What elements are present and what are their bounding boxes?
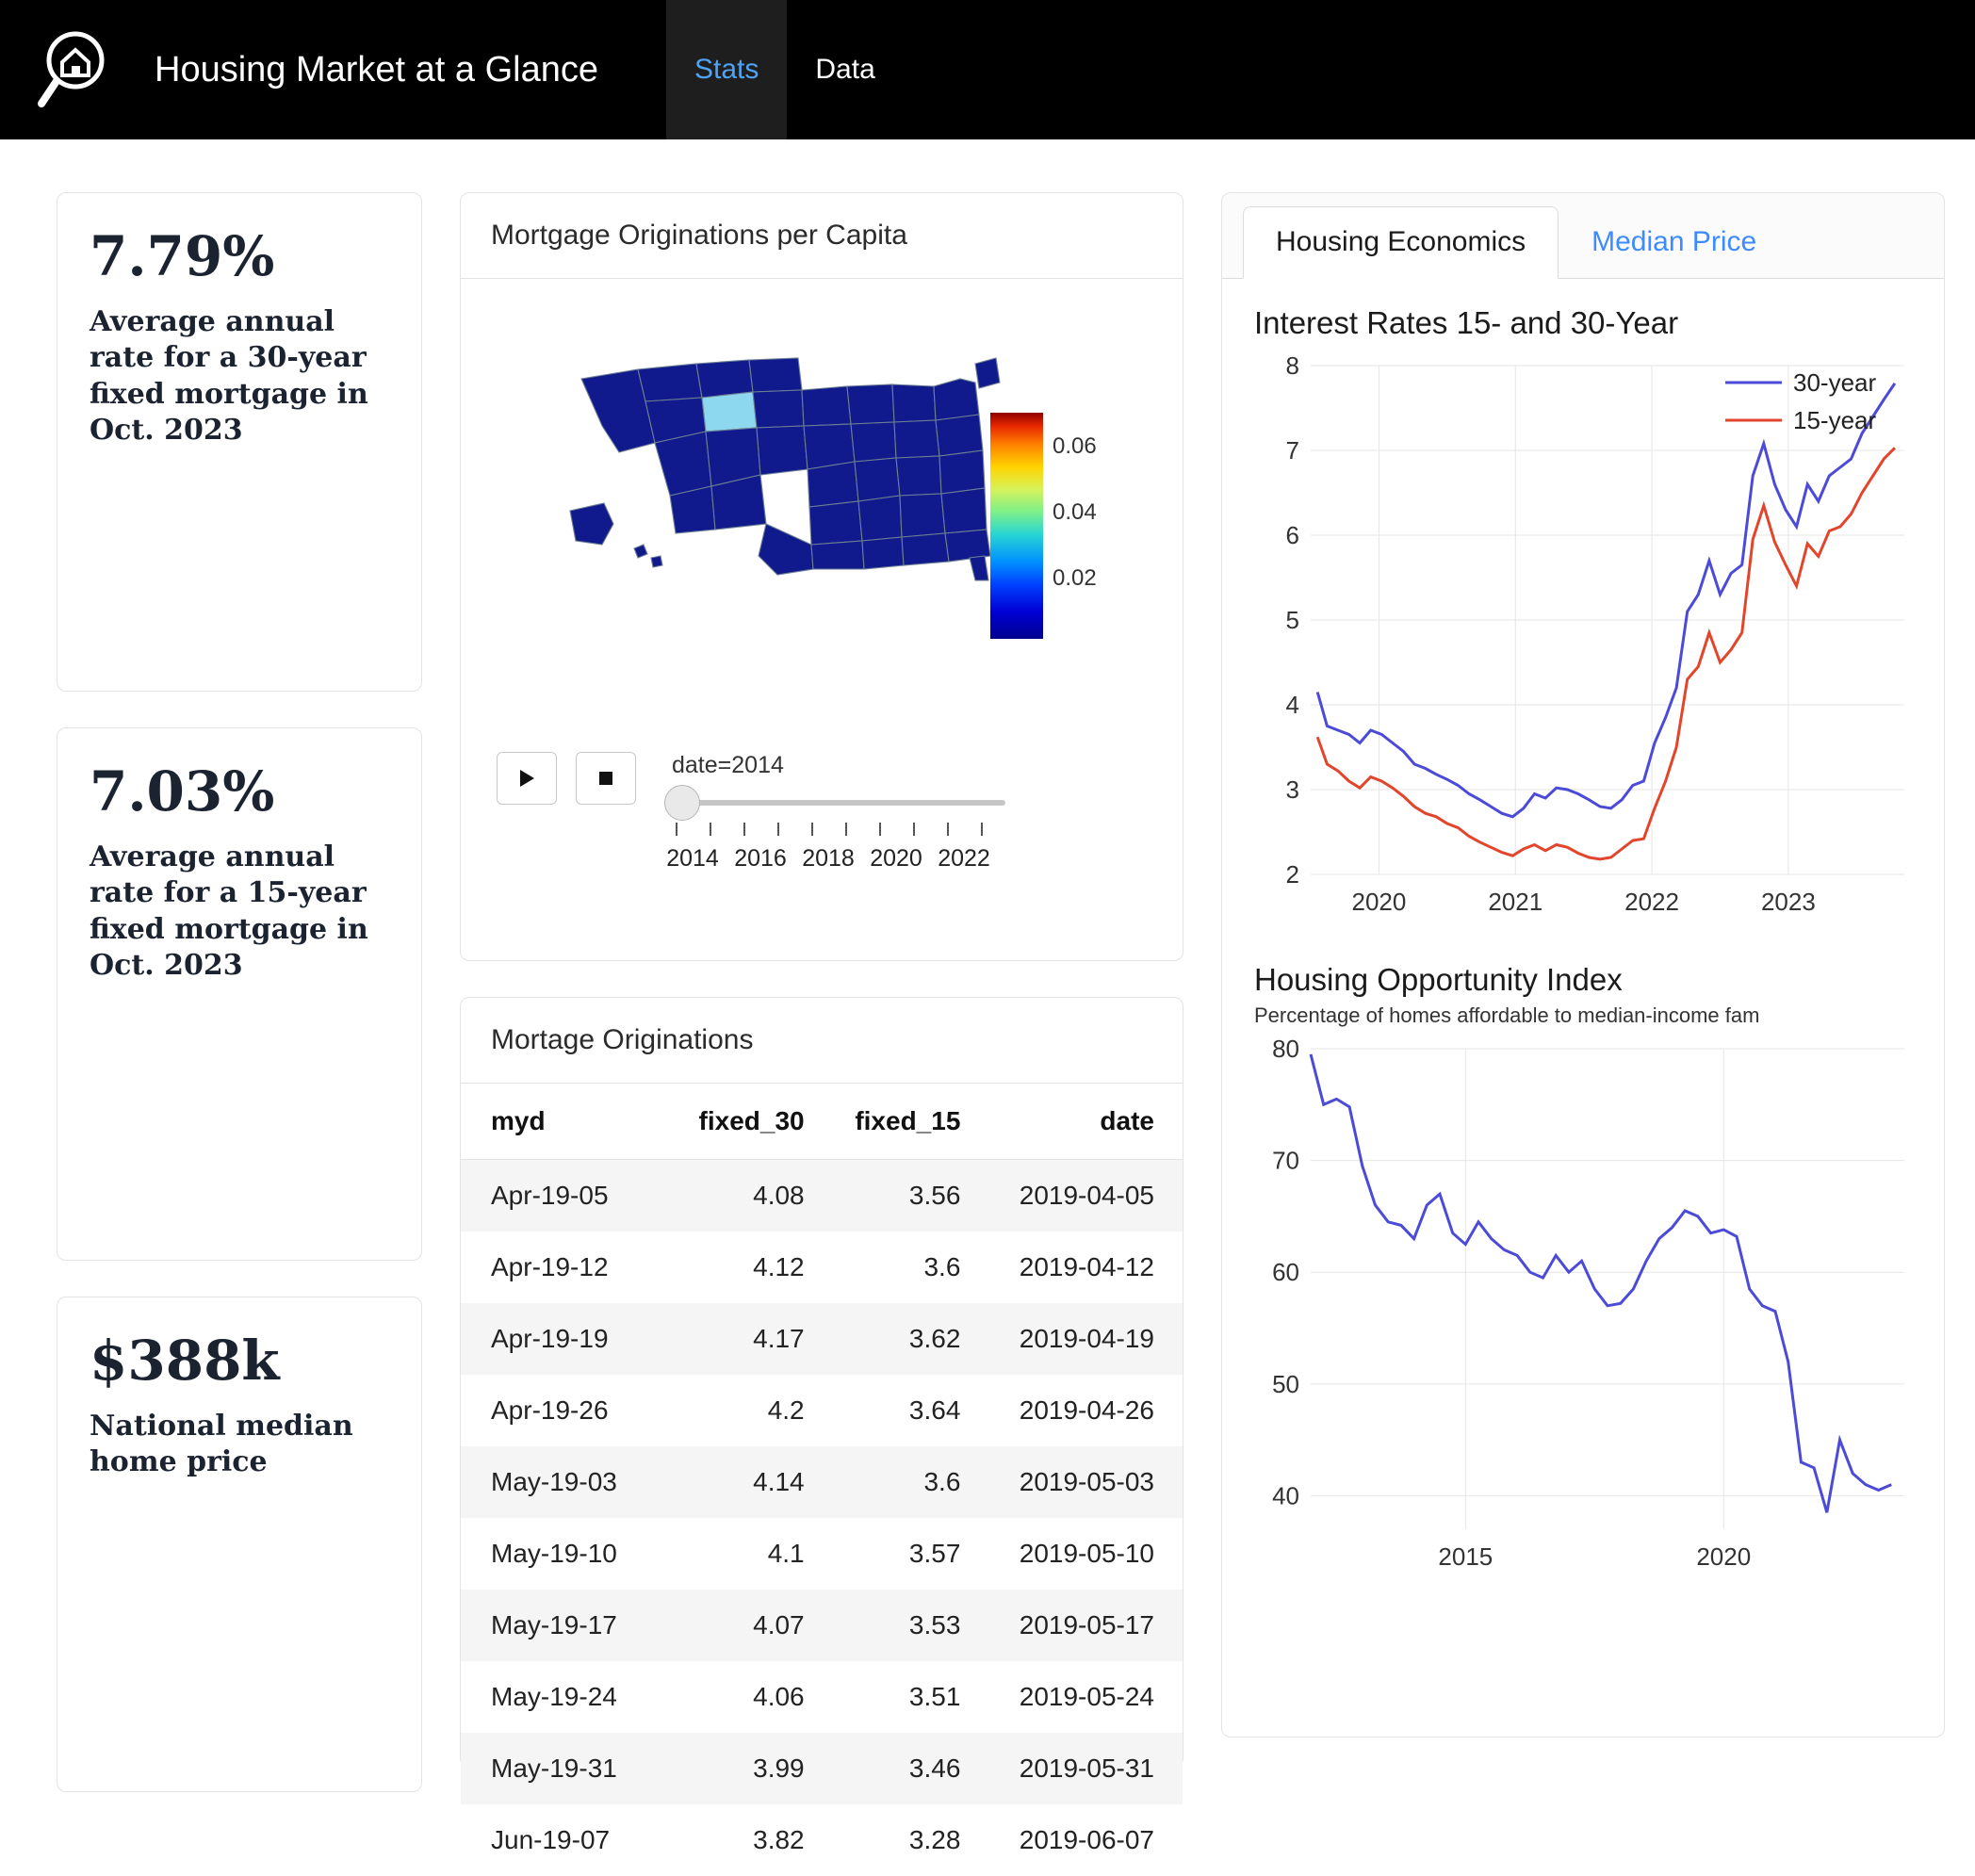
table-row[interactable] — [461, 1661, 1183, 1733]
cell-date: 2019-05-17 — [973, 1590, 1183, 1661]
charts-tab-panel — [1221, 192, 1945, 1737]
svg-text:5: 5 — [1286, 606, 1299, 634]
cell-fixed15: 3.56 — [818, 1160, 974, 1232]
housing-opportunity-chart[interactable] — [1245, 1030, 1923, 1595]
cell-date: 2019-05-24 — [973, 1661, 1183, 1733]
cell-date: 2019-06-07 — [973, 1804, 1183, 1876]
column-header-date[interactable]: date — [973, 1084, 1183, 1160]
map-panel-title: Mortgage Originations per Capita — [461, 193, 1183, 279]
table-row[interactable] — [461, 1590, 1183, 1661]
colorbar-tick: 0.06 — [1053, 433, 1097, 460]
slider-tick-label: 2016 — [734, 845, 787, 873]
stat-value: 7.03% — [90, 764, 389, 819]
chart-tabs — [1222, 193, 1944, 279]
cell-fixed15: 3.53 — [818, 1590, 974, 1661]
play-icon — [516, 768, 537, 789]
svg-text:6: 6 — [1286, 521, 1299, 549]
table-header-row — [461, 1084, 1183, 1160]
column-header-fixed30[interactable]: fixed_30 — [661, 1084, 818, 1160]
stat-label: National median home price — [90, 1409, 389, 1481]
column-header-fixed15[interactable]: fixed_15 — [818, 1084, 974, 1160]
svg-text:3: 3 — [1286, 775, 1299, 804]
originations-table — [461, 1084, 1183, 1876]
cell-fixed15: 3.64 — [818, 1375, 974, 1446]
date-slider-area — [672, 752, 1030, 877]
stop-button[interactable] — [576, 752, 636, 805]
svg-text:2021: 2021 — [1488, 888, 1542, 916]
table-row[interactable] — [461, 1160, 1183, 1232]
colorbar-tick: 0.02 — [1053, 565, 1097, 592]
main-content — [0, 139, 1975, 1790]
cell-fixed30: 4.12 — [661, 1232, 818, 1303]
table-row[interactable] — [461, 1733, 1183, 1804]
cell-myd: Apr-19-26 — [461, 1375, 661, 1446]
svg-text:2022: 2022 — [1624, 888, 1679, 916]
housing-opportunity-chart-block — [1222, 936, 1944, 1600]
map-column — [460, 192, 1183, 1790]
stop-icon — [596, 769, 615, 788]
tab-median-price[interactable]: Median Price — [1559, 206, 1789, 278]
svg-text:2: 2 — [1286, 860, 1299, 889]
cell-fixed15: 3.28 — [818, 1804, 974, 1876]
svg-text:70: 70 — [1272, 1147, 1299, 1175]
cell-myd: Jun-19-07 — [461, 1804, 661, 1876]
stats-column — [57, 192, 422, 1790]
cell-date: 2019-05-03 — [973, 1446, 1183, 1518]
slider-tick-label: 2014 — [666, 845, 719, 873]
cell-date: 2019-05-31 — [973, 1733, 1183, 1804]
cell-myd: Apr-19-19 — [461, 1303, 661, 1375]
slider-tick-labels — [672, 845, 1030, 877]
cell-fixed15: 3.51 — [818, 1661, 974, 1733]
chart-subtitle: Percentage of homes affordable to median-income fam — [1254, 1003, 1921, 1028]
stat-card-median-price — [57, 1297, 422, 1792]
chart-title: Interest Rates 15- and 30-Year — [1254, 305, 1921, 341]
page-title: Housing Market at a Glance — [155, 50, 598, 90]
stat-card-30yr — [57, 192, 422, 692]
cell-date: 2019-04-12 — [973, 1232, 1183, 1303]
svg-text:4: 4 — [1286, 691, 1299, 719]
chart-title: Housing Opportunity Index — [1254, 962, 1921, 998]
svg-text:30-year: 30-year — [1793, 368, 1876, 397]
us-choropleth-map[interactable] — [564, 345, 998, 590]
nav-item-data[interactable]: Data — [787, 0, 903, 139]
cell-fixed30: 4.17 — [661, 1303, 818, 1375]
date-slider-label: date=2014 — [672, 752, 1030, 779]
svg-text:40: 40 — [1272, 1481, 1299, 1509]
stat-card-15yr — [57, 727, 422, 1261]
svg-text:7: 7 — [1286, 436, 1299, 465]
svg-text:2015: 2015 — [1438, 1542, 1493, 1571]
date-slider-handle[interactable] — [664, 785, 700, 821]
stat-value: 7.79% — [90, 229, 389, 284]
map-body — [461, 279, 1183, 960]
cell-fixed30: 3.82 — [661, 1804, 818, 1876]
mortgage-originations-map-panel — [460, 192, 1183, 961]
svg-text:2020: 2020 — [1696, 1542, 1751, 1571]
table-row[interactable] — [461, 1518, 1183, 1590]
cell-myd: May-19-03 — [461, 1446, 661, 1518]
table-row[interactable] — [461, 1232, 1183, 1303]
colorbar-tick: 0.04 — [1053, 499, 1097, 526]
slider-tick-label: 2020 — [870, 845, 922, 873]
cell-fixed15: 3.57 — [818, 1518, 974, 1590]
interest-rates-chart-block — [1222, 279, 1944, 936]
app-header — [0, 0, 1975, 139]
cell-date: 2019-04-05 — [973, 1160, 1183, 1232]
cell-myd: May-19-17 — [461, 1590, 661, 1661]
stat-label: Average annual rate for a 15-year fixed mortgage in Oct. 2023 — [90, 840, 389, 985]
cell-myd: May-19-10 — [461, 1518, 661, 1590]
cell-myd: Apr-19-12 — [461, 1232, 661, 1303]
cell-myd: May-19-24 — [461, 1661, 661, 1733]
cell-fixed15: 3.6 — [818, 1446, 974, 1518]
table-row[interactable] — [461, 1375, 1183, 1446]
cell-fixed30: 4.08 — [661, 1160, 818, 1232]
column-header-myd[interactable]: myd — [461, 1084, 661, 1160]
svg-text:2023: 2023 — [1761, 888, 1816, 916]
cell-fixed15: 3.6 — [818, 1232, 974, 1303]
slider-tick-label: 2022 — [938, 845, 990, 873]
main-nav — [666, 0, 904, 139]
table-row[interactable] — [461, 1303, 1183, 1375]
table-panel-title: Mortage Originations — [461, 998, 1183, 1084]
cell-fixed30: 4.14 — [661, 1446, 818, 1518]
svg-text:60: 60 — [1272, 1258, 1299, 1286]
mortgage-originations-table-panel — [460, 997, 1183, 1768]
date-slider[interactable] — [672, 800, 1005, 806]
table-body — [461, 1160, 1183, 1876]
house-search-icon — [30, 19, 132, 121]
cell-fixed15: 3.62 — [818, 1303, 974, 1375]
cell-date: 2019-05-10 — [973, 1518, 1183, 1590]
table-row[interactable] — [461, 1804, 1183, 1876]
tab-housing-economics[interactable]: Housing Economics — [1243, 206, 1559, 279]
table-row[interactable] — [461, 1446, 1183, 1518]
svg-text:8: 8 — [1286, 351, 1299, 380]
svg-text:50: 50 — [1272, 1370, 1299, 1398]
nav-item-stats[interactable]: Stats — [666, 0, 787, 139]
cell-date: 2019-04-19 — [973, 1303, 1183, 1375]
svg-text:15-year: 15-year — [1793, 406, 1876, 434]
interest-rates-chart[interactable] — [1245, 347, 1923, 931]
colorbar-gradient — [990, 413, 1043, 639]
charts-column — [1221, 192, 1945, 1790]
map-colorbar — [990, 413, 1113, 639]
slider-tick-marks — [672, 823, 1005, 838]
map-animation-controls — [497, 752, 1030, 877]
cell-myd: May-19-31 — [461, 1733, 661, 1804]
cell-myd: Apr-19-05 — [461, 1160, 661, 1232]
cell-date: 2019-04-26 — [973, 1375, 1183, 1446]
slider-tick-label: 2018 — [802, 845, 855, 873]
cell-fixed30: 4.2 — [661, 1375, 818, 1446]
cell-fixed30: 3.99 — [661, 1733, 818, 1804]
stat-value: $388k — [90, 1333, 389, 1388]
cell-fixed15: 3.46 — [818, 1733, 974, 1804]
svg-text:2020: 2020 — [1351, 888, 1406, 916]
cell-fixed30: 4.1 — [661, 1518, 818, 1590]
stat-label: Average annual rate for a 30-year fixed mortgage in Oct. 2023 — [90, 304, 389, 449]
svg-text:80: 80 — [1272, 1035, 1299, 1063]
cell-fixed30: 4.07 — [661, 1590, 818, 1661]
play-button[interactable] — [497, 752, 557, 805]
cell-fixed30: 4.06 — [661, 1661, 818, 1733]
